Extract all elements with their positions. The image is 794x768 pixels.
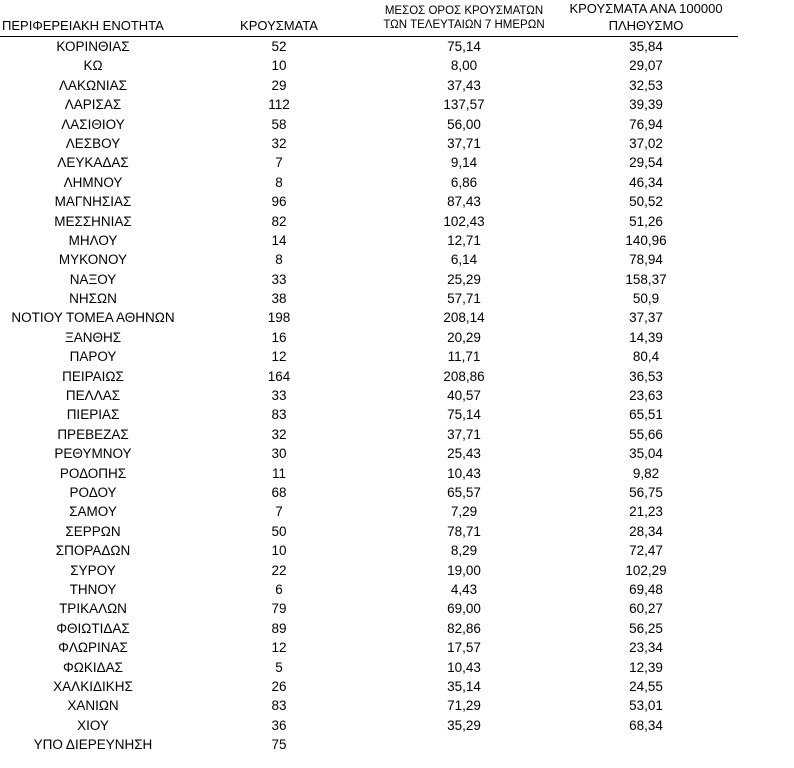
- seven-day-average-cell: 6,86: [450, 174, 478, 190]
- table-row: [0, 250, 738, 269]
- seven-day-average-cell: [372, 735, 556, 754]
- cases-per-100k-cell: 32,53: [629, 77, 663, 93]
- region-cell: ΠΕΙΡΑΙΩΣ: [62, 368, 124, 384]
- cases-cell: 12: [271, 349, 287, 365]
- cases-per-100k-cell: 56,25: [629, 620, 663, 636]
- table-row: [0, 405, 738, 424]
- region-cell: ΜΗΛΟΥ: [68, 232, 118, 248]
- cases-cell: 96: [271, 194, 287, 210]
- cases-cell: 5: [275, 659, 283, 675]
- region-cell: ΠΕΛΛΑΣ: [65, 388, 121, 404]
- seven-day-average-cell: 35,29: [447, 717, 481, 733]
- region-cell: ΡΕΘΥΜΝΟΥ: [54, 446, 132, 462]
- header-seven-day-average: [372, 4, 556, 32]
- seven-day-average-cell: 37,71: [447, 135, 481, 151]
- region-cell: ΤΗΝΟΥ: [69, 581, 117, 597]
- header-cases-per-100k: [553, 0, 739, 34]
- region-cell: ΦΩΚΙΔΑΣ: [63, 659, 123, 675]
- region-cell: ΡΟΔΟΠΗΣ: [59, 465, 127, 481]
- table-row: [0, 347, 738, 366]
- seven-day-average-cell: 40,57: [447, 388, 481, 404]
- region-cell: ΛΑΣΙΘΙΟΥ: [61, 116, 125, 132]
- cases-cell: 52: [271, 39, 287, 54]
- cases-per-100k-cell: 23,34: [629, 640, 663, 656]
- cases-per-100k-cell: 37,02: [629, 135, 663, 151]
- cases-per-100k-cell: 53,01: [629, 698, 663, 714]
- region-cell: ΣΠΟΡΑΔΩΝ: [55, 543, 131, 559]
- seven-day-average-cell: 208,86: [443, 368, 485, 384]
- header-cases: ΚΡΟΥΣΜΑΤΑ: [240, 18, 318, 33]
- header-avg-line2: ΤΩΝ ΤΕΛΕΥΤΑΙΩΝ 7 ΗΜΕΡΩΝ: [383, 19, 545, 31]
- region-cell: ΧΑΛΚΙΔΙΚΗΣ: [53, 678, 133, 694]
- table-body: [0, 37, 738, 754]
- seven-day-average-cell: 102,43: [443, 213, 485, 229]
- cases-cell: 36: [271, 717, 287, 733]
- cases-cell: 10: [271, 543, 287, 559]
- region-cell: ΣΕΡΡΩΝ: [65, 523, 121, 539]
- region-cell: ΛΑΡΙΣΑΣ: [64, 97, 122, 113]
- region-cell: ΠΑΡΟΥ: [69, 349, 117, 365]
- table-row: [0, 619, 738, 638]
- table-row: [0, 231, 738, 250]
- cases-cell: 16: [271, 329, 287, 345]
- seven-day-average-cell: 25,43: [447, 446, 481, 462]
- cases-cell: 198: [267, 310, 291, 326]
- table-row: [0, 212, 738, 231]
- cases-per-100k-cell: 76,94: [629, 116, 663, 132]
- seven-day-average-cell: 20,29: [447, 329, 481, 345]
- cases-cell: 7: [275, 155, 283, 171]
- seven-day-average-cell: 208,14: [443, 310, 485, 326]
- cases-cell: 8: [275, 252, 283, 268]
- cases-per-100k-cell: 56,75: [629, 484, 663, 500]
- table-row: [0, 444, 738, 463]
- cases-per-100k-cell: 50,9: [632, 291, 660, 307]
- table-row: [0, 599, 738, 618]
- cases-per-100k-cell: 69,48: [629, 581, 663, 597]
- cases-per-100k-cell: 65,51: [629, 407, 663, 423]
- table-row: [0, 37, 738, 56]
- cases-per-100k-cell: 158,37: [625, 271, 667, 287]
- cases-cell: 83: [271, 407, 287, 423]
- seven-day-average-cell: 12,71: [447, 232, 481, 248]
- seven-day-average-cell: 10,43: [447, 465, 481, 481]
- header-per100k-line2: ΠΛΗΘΥΣΜΟ: [608, 18, 684, 33]
- region-cell: ΠΙΕΡΙΑΣ: [66, 407, 120, 423]
- region-cell: ΚΩ: [83, 58, 103, 74]
- region-cell: ΛΗΜΝΟΥ: [63, 174, 123, 190]
- seven-day-average-cell: 19,00: [447, 562, 481, 578]
- cases-per-100k-cell: 14,39: [629, 329, 663, 345]
- table-row: [0, 561, 738, 580]
- table-row: [0, 56, 738, 75]
- cases-per-100k-cell: 9,82: [632, 465, 660, 481]
- cases-per-100k-cell: [553, 735, 739, 754]
- seven-day-average-cell: 65,57: [447, 484, 481, 500]
- seven-day-average-cell: 7,29: [450, 504, 478, 520]
- table-row: [0, 134, 738, 153]
- cases-cell: 38: [271, 291, 287, 307]
- seven-day-average-cell: 56,00: [447, 116, 481, 132]
- region-cell: ΦΛΩΡΙΝΑΣ: [58, 640, 128, 656]
- table-row: [0, 270, 738, 289]
- cases-cell: 10: [271, 58, 287, 74]
- table-row: [0, 638, 738, 657]
- table-row: [0, 95, 738, 114]
- region-cell: ΠΡΕΒΕΖΑΣ: [57, 426, 129, 442]
- table-row: [0, 289, 738, 308]
- cases-per-100k-cell: 46,34: [629, 174, 663, 190]
- cases-cell: 7: [275, 504, 283, 520]
- seven-day-average-cell: 82,86: [447, 620, 481, 636]
- cases-cell: 32: [271, 135, 287, 151]
- seven-day-average-cell: 137,57: [443, 97, 485, 113]
- region-cell: ΚΟΡΙΝΘΙΑΣ: [56, 39, 130, 54]
- table-row: [0, 735, 738, 754]
- seven-day-average-cell: 10,43: [447, 659, 481, 675]
- cases-per-100k-cell: 80,4: [632, 349, 660, 365]
- cases-cell: 26: [271, 678, 287, 694]
- cases-cell: 58: [271, 116, 287, 132]
- header-avg-line1: ΜΕΣΟΣ ΟΡΟΣ ΚΡΟΥΣΜΑΤΩΝ: [384, 5, 544, 17]
- cases-cell: 11: [271, 465, 286, 481]
- region-cell: ΛΕΣΒΟΥ: [65, 135, 121, 151]
- cases-per-100k-cell: 35,84: [629, 39, 663, 54]
- cases-cell: 89: [271, 620, 287, 636]
- table-row: [0, 522, 738, 541]
- seven-day-average-cell: 37,71: [447, 426, 481, 442]
- region-cell: ΝΟΤΙΟΥ ΤΟΜΕΑ ΑΘΗΝΩΝ: [11, 310, 175, 326]
- seven-day-average-cell: 4,43: [450, 581, 478, 597]
- table-row: [0, 386, 738, 405]
- region-cell: ΣΥΡΟΥ: [70, 562, 116, 578]
- cases-per-100k-cell: 36,53: [629, 368, 663, 384]
- header-per100k-line1: ΚΡΟΥΣΜΑΤΑ ΑΝΑ 100000: [569, 1, 723, 16]
- region-cell: ΛΕΥΚΑΔΑΣ: [57, 155, 129, 171]
- table-row: [0, 192, 738, 211]
- table-row: [0, 173, 738, 192]
- seven-day-average-cell: 8,29: [450, 543, 478, 559]
- table-row: [0, 658, 738, 677]
- cases-per-100k-cell: 37,37: [629, 310, 663, 326]
- seven-day-average-cell: 69,00: [447, 601, 481, 617]
- cases-per-100k-cell: 24,55: [629, 678, 663, 694]
- cases-cell: 30: [271, 446, 287, 462]
- table-row: [0, 464, 738, 483]
- table-row: [0, 580, 738, 599]
- seven-day-average-cell: 25,29: [447, 271, 481, 287]
- table-row: [0, 425, 738, 444]
- region-cell: ΣΑΜΟΥ: [69, 504, 117, 520]
- seven-day-average-cell: 78,71: [447, 523, 481, 539]
- cases-per-100k-cell: 29,07: [629, 58, 663, 74]
- seven-day-average-cell: 17,57: [447, 640, 481, 656]
- table-row: [0, 153, 738, 172]
- region-cell: ΜΥΚΟΝΟΥ: [58, 252, 128, 268]
- cases-cell: 33: [271, 271, 287, 287]
- cases-cell: 68: [271, 484, 287, 500]
- seven-day-average-cell: 57,71: [447, 291, 481, 307]
- region-cell: ΜΑΓΝΗΣΙΑΣ: [54, 194, 132, 210]
- cases-per-100k-cell: 78,94: [629, 252, 663, 268]
- region-cell: ΧΙΟΥ: [77, 717, 109, 733]
- cases-cell: 8: [275, 174, 283, 190]
- region-cell: ΤΡΙΚΑΛΩΝ: [59, 601, 127, 617]
- cases-per-100k-cell: 23,63: [629, 388, 663, 404]
- region-cell: ΥΠΟ ΔΙΕΡΕΥΝΗΣΗ: [33, 737, 153, 753]
- table-row: [0, 367, 738, 386]
- cases-cell: 50: [271, 523, 287, 539]
- cases-cell: 29: [271, 77, 287, 93]
- region-cell: ΧΑΝΙΩΝ: [67, 698, 119, 714]
- seven-day-average-cell: 11,71: [447, 349, 481, 365]
- seven-day-average-cell: 75,14: [447, 39, 481, 54]
- cases-per-100k-cell: 29,54: [629, 155, 663, 171]
- region-cell: ΝΑΞΟΥ: [69, 271, 117, 287]
- cases-per-100k-cell: 21,23: [629, 504, 663, 520]
- seven-day-average-cell: 37,43: [447, 77, 481, 93]
- header-region: ΠΕΡΙΦΕΡΕΙΑΚΗ ΕΝΟΤΗΤΑ: [2, 18, 164, 33]
- region-cell: ΝΗΣΩΝ: [69, 291, 117, 307]
- seven-day-average-cell: 71,29: [447, 698, 481, 714]
- cases-cell: 82: [271, 213, 287, 229]
- cases-per-100k-cell: 39,39: [629, 97, 663, 113]
- seven-day-average-cell: 8,00: [450, 58, 478, 74]
- table-row: [0, 716, 738, 735]
- cases-per-100k-cell: 60,27: [629, 601, 663, 617]
- cases-per-100k-cell: 50,52: [629, 194, 663, 210]
- cases-per-100k-cell: 35,04: [629, 446, 663, 462]
- cases-per-100k-cell: 12,39: [629, 659, 663, 675]
- table-row: [0, 76, 738, 95]
- cases-cell: 33: [271, 388, 287, 404]
- cases-cell: 22: [271, 562, 287, 578]
- cases-per-100k-cell: 68,34: [629, 717, 663, 733]
- region-cell: ΛΑΚΩΝΙΑΣ: [59, 77, 127, 93]
- cases-per-100k-cell: 55,66: [629, 426, 663, 442]
- cases-cell: 112: [268, 97, 290, 113]
- table-row: [0, 115, 738, 134]
- cases-per-100k-cell: 72,47: [629, 543, 663, 559]
- region-cell: ΜΕΣΣΗΝΙΑΣ: [54, 213, 132, 229]
- cases-cell: 164: [267, 368, 291, 384]
- cases-cell: 12: [271, 640, 287, 656]
- table-row: [0, 541, 738, 560]
- table-row: [0, 308, 738, 327]
- table-row: [0, 328, 738, 347]
- cases-cell: 83: [271, 698, 287, 714]
- region-cell: ΦΘΙΩΤΙΔΑΣ: [56, 620, 130, 636]
- seven-day-average-cell: 75,14: [447, 407, 481, 423]
- table-row: [0, 677, 738, 696]
- seven-day-average-cell: 9,14: [450, 155, 478, 171]
- seven-day-average-cell: 87,43: [447, 194, 481, 210]
- cases-per-100k-cell: 102,29: [625, 562, 667, 578]
- table-row: [0, 502, 738, 521]
- seven-day-average-cell: 6,14: [450, 252, 478, 268]
- region-cell: ΞΑΝΘΗΣ: [64, 329, 122, 345]
- cases-cell: 14: [271, 232, 287, 248]
- table-row: [0, 696, 738, 715]
- seven-day-average-cell: 35,14: [447, 678, 481, 694]
- cases-cell: 75: [271, 737, 287, 753]
- table-row: [0, 483, 738, 502]
- cases-cell: 79: [271, 601, 287, 617]
- cases-per-100k-cell: 28,34: [629, 523, 663, 539]
- cases-cell: 6: [275, 581, 283, 597]
- cases-per-100k-cell: 51,26: [629, 213, 663, 229]
- cases-cell: 32: [271, 426, 287, 442]
- region-cell: ΡΟΔΟΥ: [69, 484, 117, 500]
- cases-per-100k-cell: 140,96: [625, 232, 667, 248]
